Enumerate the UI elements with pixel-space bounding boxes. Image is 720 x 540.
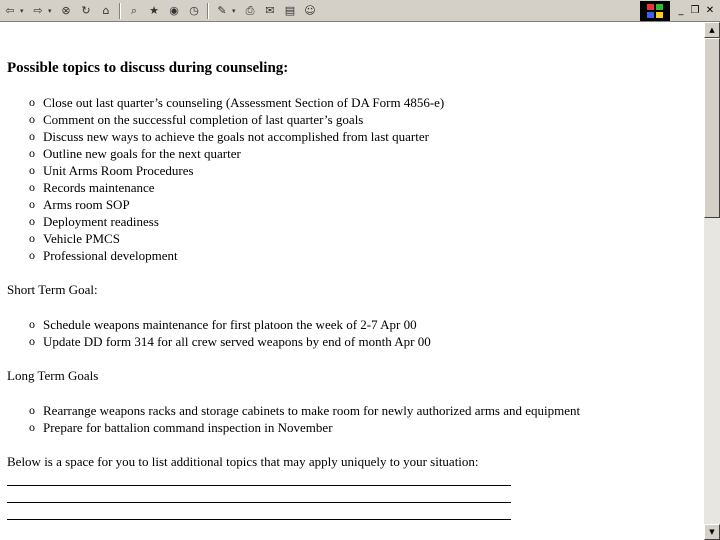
short-term-label: Short Term Goal:	[7, 282, 98, 297]
list-item: o Vehicle PMCS	[29, 231, 120, 246]
list-item: o Schedule weapons maintenance for first platoon the week of 2-7 Apr 00	[29, 317, 417, 332]
bullet-icon: o	[29, 420, 35, 434]
history-icon[interactable]: ◷	[189, 4, 199, 17]
forward-icon[interactable]: ⇨	[33, 4, 43, 17]
search-icon[interactable]: ⌕	[130, 3, 138, 17]
blank-line[interactable]	[7, 485, 511, 486]
list-item: o Professional development	[29, 248, 178, 263]
list-item: o Records maintenance	[29, 180, 155, 195]
bullet-icon: o	[29, 334, 35, 348]
additional-topics-label: Below is a space for you to list additional topics that may apply uniquely to your situation:	[7, 454, 479, 469]
list-item: o Close out last quarter’s counseling (Assessment Section of DA Form 4856-e)	[29, 95, 445, 110]
blank-line[interactable]	[7, 519, 511, 520]
bullet-icon: o	[29, 95, 35, 109]
long-term-list	[7, 402, 580, 436]
edit-dropdown-icon[interactable]: ▾	[232, 6, 236, 15]
list-item: o Arms room SOP	[29, 197, 130, 212]
scrollbar-thumb[interactable]	[704, 38, 720, 218]
back-icon[interactable]: ⇦	[5, 4, 15, 17]
topics-list	[7, 94, 444, 264]
list-item: o Outline new goals for the next quarter	[29, 146, 241, 161]
edit-icon[interactable]: ✎	[217, 4, 227, 17]
refresh-icon[interactable]: ↻	[81, 4, 91, 17]
forward-dropdown-icon[interactable]: ▾	[48, 6, 52, 15]
bullet-icon: o	[29, 112, 35, 126]
vertical-scrollbar[interactable]	[704, 22, 720, 540]
scroll-down-icon[interactable]: ▼	[704, 524, 720, 540]
browser-toolbar	[0, 0, 720, 22]
messenger-icon[interactable]: ☺	[304, 4, 316, 17]
bullet-icon: o	[29, 248, 35, 262]
favorites-icon[interactable]: ★	[149, 4, 159, 17]
bullet-icon: o	[29, 180, 35, 194]
list-item: o Prepare for battalion command inspection in November	[29, 420, 333, 435]
print-icon[interactable]: ⎙	[245, 3, 255, 17]
close-icon[interactable]: ✕	[705, 4, 715, 16]
media-icon[interactable]: ◉	[169, 4, 179, 17]
bullet-icon: o	[29, 214, 35, 228]
list-item: o Rearrange weapons racks and storage cabinets to make room for newly authorized arms and equipment	[29, 403, 581, 418]
home-icon[interactable]: ⌂	[102, 4, 110, 17]
page-heading: Possible topics to discuss during counseling:	[7, 60, 289, 76]
bullet-icon: o	[29, 403, 35, 417]
bullet-icon: o	[29, 231, 35, 245]
minimize-icon[interactable]: _	[678, 4, 684, 16]
back-dropdown-icon[interactable]: ▾	[20, 6, 24, 15]
mail-icon[interactable]: ✉	[265, 4, 275, 17]
long-term-label: Long Term Goals	[7, 368, 99, 383]
bullet-icon: o	[29, 129, 35, 143]
bullet-icon: o	[29, 317, 35, 331]
bullet-icon: o	[29, 146, 35, 160]
toolbar-separator	[207, 3, 209, 19]
blank-line[interactable]	[7, 502, 511, 503]
bullet-icon: o	[29, 197, 35, 211]
stop-icon[interactable]: ⊗	[61, 4, 71, 17]
scroll-up-icon[interactable]: ▲	[704, 22, 720, 38]
list-item: o Unit Arms Room Procedures	[29, 163, 194, 178]
list-item: o Comment on the successful completion of last quarter’s goals	[29, 112, 364, 127]
list-item: o Discuss new ways to achieve the goals not accomplished from last quarter	[29, 129, 429, 144]
bullet-icon: o	[29, 163, 35, 177]
list-item: o Update DD form 314 for all crew served weapons by end of month Apr 00	[29, 334, 431, 349]
discuss-icon[interactable]: ▤	[284, 4, 296, 17]
restore-icon[interactable]: ❐	[690, 4, 700, 16]
windows-logo-icon	[640, 1, 670, 21]
list-item: o Deployment readiness	[29, 214, 159, 229]
short-term-list	[7, 316, 431, 350]
toolbar-separator	[119, 3, 121, 19]
